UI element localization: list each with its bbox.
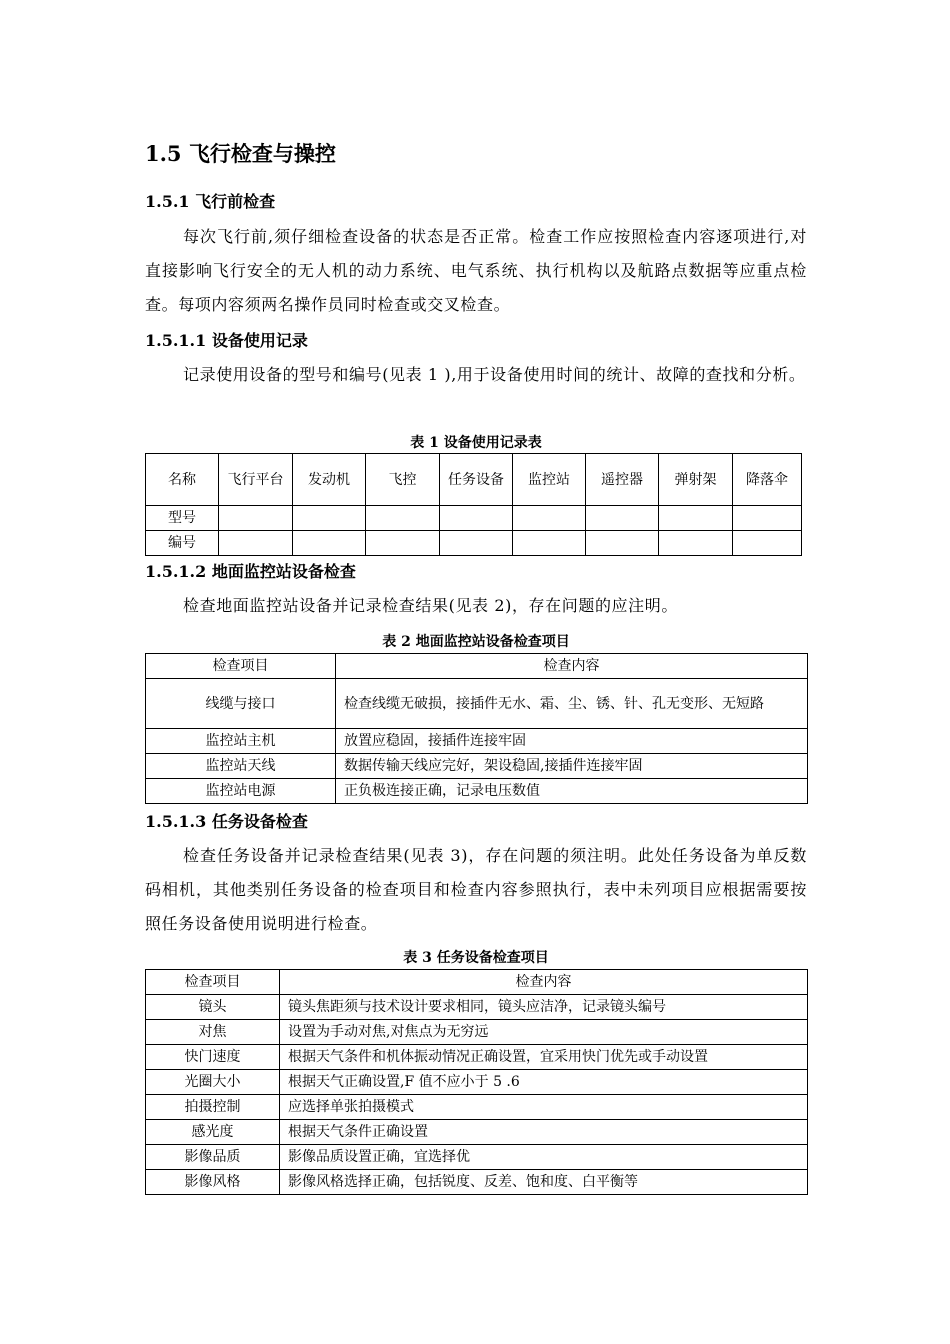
- table-row: [146, 779, 808, 804]
- table3-content: 设置为手动对焦,对焦点为无穷远: [280, 1020, 808, 1045]
- table-cell: [659, 531, 733, 556]
- table-cell: [586, 531, 659, 556]
- table3-content: 根据天气条件正确设置: [280, 1120, 808, 1145]
- table2-item: 监控站天线: [146, 754, 336, 779]
- table-row: [146, 995, 808, 1020]
- table3-item: 镜头: [146, 995, 280, 1020]
- table3-content: 根据天气正确设置,F 值不应小于 5 .6: [280, 1070, 808, 1095]
- table-cell: [219, 531, 293, 556]
- table1-caption: 表 1 设备使用记录表: [410, 435, 542, 451]
- table1-header-cell: 任务设备: [440, 454, 513, 506]
- heading-ground-station: 1.5.1.2 地面监控站设备检查: [145, 562, 356, 581]
- table-cell: [293, 531, 366, 556]
- table-cell: [659, 506, 733, 531]
- intro-paragraph: 每次飞行前,须仔细检查设备的状态是否正常。检查工作应按照检查内容逐项进行,对直接影响飞行安全的无人机的动力系统、电气系统、执行机构以及航路点数据等应重点检查。每项内容须两名操作员同时检查或交叉检查。: [145, 227, 807, 314]
- table3-caption: 表 3 任务设备检查项目: [403, 950, 549, 966]
- table-row: [146, 1045, 808, 1070]
- table3-header-row: [146, 970, 808, 995]
- table1-header-cell: 名称: [146, 454, 219, 506]
- table-cell: [440, 531, 513, 556]
- table-cell: [586, 506, 659, 531]
- ground-station-check-table: [145, 653, 808, 804]
- equipment-record-table: [145, 453, 802, 556]
- table2-item: 监控站主机: [146, 729, 336, 754]
- table-cell: [733, 531, 802, 556]
- table-row: [146, 1145, 808, 1170]
- table3-item: 快门速度: [146, 1045, 280, 1070]
- table3-item: 光圈大小: [146, 1070, 280, 1095]
- table3-content: 应选择单张拍摄模式: [280, 1095, 808, 1120]
- paragraph-mission-equipment: 检查任务设备并记录检查结果(见表 3)，存在问题的须注明。此处任务设备为单反数码相机，其他类别任务设备的检查项目和检查内容参照执行，表中未列项目应根据需要按照任务设备使用说明进行检查。: [145, 846, 807, 933]
- paragraph-equipment-record: 记录使用设备的型号和编号(见表 1 ),用于设备使用时间的统计、故障的查找和分析。: [183, 365, 806, 384]
- table-row: [146, 1120, 808, 1145]
- table1-header-cell: 飞控: [366, 454, 440, 506]
- subsection-title: 1.5.1 飞行前检查: [145, 192, 276, 211]
- mission-equipment-check-table: [145, 969, 808, 1195]
- table-row: [146, 754, 808, 779]
- table1-header-cell: 监控站: [513, 454, 586, 506]
- table3-item: 拍摄控制: [146, 1095, 280, 1120]
- heading-equipment-record: 1.5.1.1 设备使用记录: [145, 331, 308, 350]
- table1-row-label: 编号: [146, 531, 219, 556]
- table-cell: [366, 531, 440, 556]
- table-row: [146, 729, 808, 754]
- table2-content: 数据传输天线应完好，架设稳固,接插件连接牢固: [336, 754, 808, 779]
- heading-mission-equipment: 1.5.1.3 任务设备检查: [145, 812, 308, 831]
- table1-header-cell: 发动机: [293, 454, 366, 506]
- table3-content: 镜头焦距须与技术设计要求相同，镜头应洁净，记录镜头编号: [280, 995, 808, 1020]
- table-row: [146, 506, 802, 531]
- table-row: [146, 1170, 808, 1195]
- table3-content: 影像品质设置正确，宜选择优: [280, 1145, 808, 1170]
- table3-item: 影像品质: [146, 1145, 280, 1170]
- table-cell: [219, 506, 293, 531]
- table2-content: 正负极连接正确，记录电压数值: [336, 779, 808, 804]
- table-cell: [440, 506, 513, 531]
- table1-header-cell: 飞行平台: [219, 454, 293, 506]
- table1-header-cell: 弹射架: [659, 454, 733, 506]
- table3-item: 感光度: [146, 1120, 280, 1145]
- table2-item: 线缆与接口: [146, 679, 336, 729]
- table2-header-item: 检查项目: [146, 654, 336, 679]
- table-row: [146, 1070, 808, 1095]
- table2-item: 监控站电源: [146, 779, 336, 804]
- table-row: [146, 531, 802, 556]
- table3-item: 对焦: [146, 1020, 280, 1045]
- table-cell: [293, 506, 366, 531]
- table-cell: [733, 506, 802, 531]
- table-cell: [513, 506, 586, 531]
- table3-header-item: 检查项目: [146, 970, 280, 995]
- table3-content: 根据天气条件和机体振动情况正确设置，宜采用快门优先或手动设置: [280, 1045, 808, 1070]
- table3-content: 影像风格选择正确，包括锐度、反差、饱和度、白平衡等: [280, 1170, 808, 1195]
- table2-content: 放置应稳固，接插件连接牢固: [336, 729, 808, 754]
- table-row: [146, 679, 808, 729]
- table2-caption: 表 2 地面监控站设备检查项目: [382, 634, 570, 650]
- table1-header-row: [146, 454, 802, 506]
- table1-header-cell: 遥控器: [586, 454, 659, 506]
- table3-item: 影像风格: [146, 1170, 280, 1195]
- paragraph-ground-station: 检查地面监控站设备并记录检查结果(见表 2)，存在问题的应注明。: [183, 596, 678, 615]
- table-row: [146, 1095, 808, 1120]
- table1-header-cell: 降落伞: [733, 454, 802, 506]
- table-row: [146, 1020, 808, 1045]
- table-cell: [513, 531, 586, 556]
- table2-header-content: 检查内容: [336, 654, 808, 679]
- table1-row-label: 型号: [146, 506, 219, 531]
- table3-header-content: 检查内容: [280, 970, 808, 995]
- table2-header-row: [146, 654, 808, 679]
- table2-content: 检查线缆无破损，接插件无水、霜、尘、锈、针、孔无变形、无短路: [336, 679, 808, 729]
- section-title: 1.5 飞行检查与操控: [145, 141, 336, 166]
- table-cell: [366, 506, 440, 531]
